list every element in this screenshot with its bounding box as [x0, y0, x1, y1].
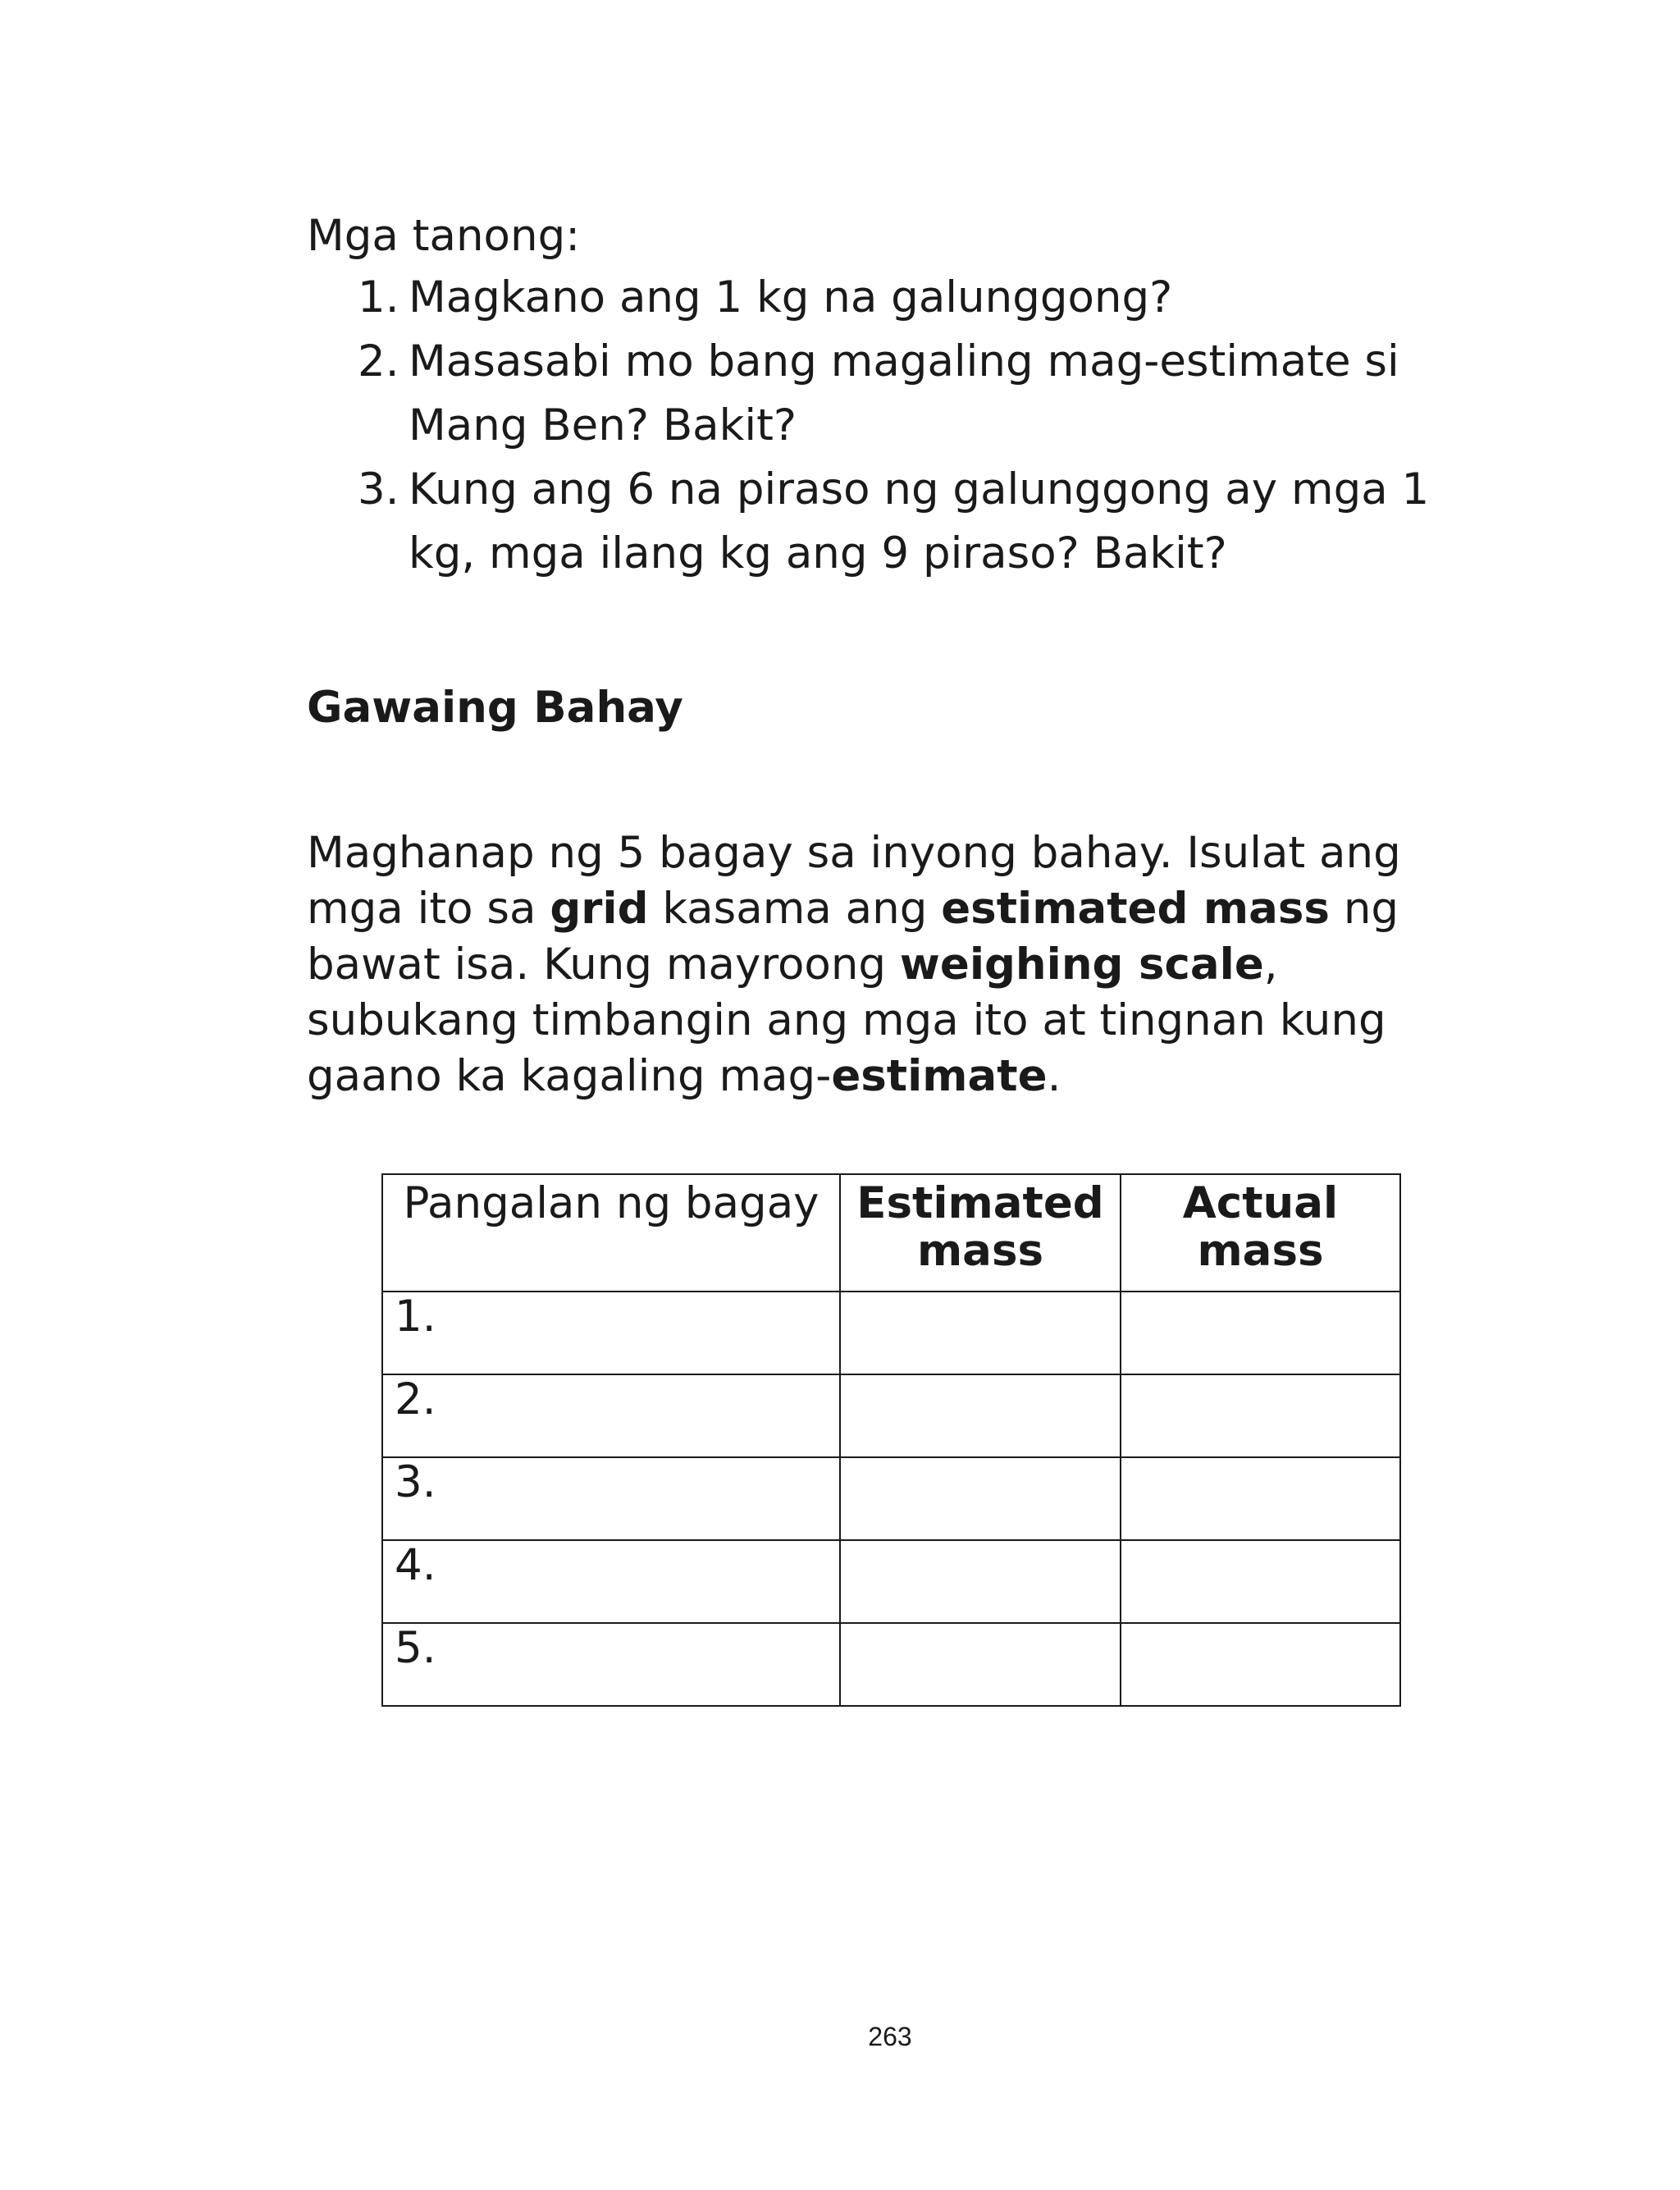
question-item: [307, 266, 1455, 330]
question-list: [307, 266, 1455, 586]
table-row: [382, 1457, 1400, 1540]
keyword-weighing-scale: weighing scale: [899, 940, 1264, 990]
question-number: 1.: [358, 272, 399, 322]
table-row: [382, 1374, 1400, 1457]
actual-mass-cell[interactable]: [1121, 1540, 1400, 1623]
header-item-name: Pangalan ng bagay: [382, 1174, 840, 1292]
instructions-text: kasama ang: [648, 884, 942, 934]
question-text: Kung ang 6 na piraso ng galunggong ay mga 1 kg, mga ilang kg ang 9 piraso? Bakit?: [409, 464, 1430, 578]
actual-mass-cell[interactable]: [1121, 1623, 1400, 1706]
estimated-mass-cell[interactable]: [840, 1292, 1121, 1374]
questions-label: Mga tanong:: [307, 211, 581, 261]
instructions-text: ng bawat isa. Kung mayroong: [307, 884, 1399, 990]
item-name-cell[interactable]: 3.: [382, 1457, 840, 1540]
question-item: [307, 330, 1455, 458]
instructions-text: .: [1047, 1051, 1061, 1101]
actual-mass-cell[interactable]: [1121, 1374, 1400, 1457]
estimated-mass-cell[interactable]: [840, 1457, 1121, 1540]
section-title: Gawaing Bahay: [307, 683, 683, 733]
header-estimated-mass: Estimated mass: [840, 1174, 1121, 1292]
estimated-mass-cell[interactable]: [840, 1623, 1121, 1706]
table-row: [382, 1623, 1400, 1706]
item-name-cell[interactable]: 1.: [382, 1292, 840, 1374]
question-item: [307, 458, 1455, 586]
question-text: Masasabi mo bang magaling mag-estimate si Mang Ben? Bakit?: [409, 336, 1399, 450]
keyword-estimate: estimate: [831, 1051, 1048, 1101]
actual-mass-cell[interactable]: [1121, 1292, 1400, 1374]
instructions-text: , subukang timbangin ang mga ito at tingnan kung gaano ka kagaling mag-: [307, 940, 1386, 1101]
page-number: 263: [868, 2022, 912, 2051]
table-header-row: [382, 1174, 1400, 1292]
actual-mass-cell[interactable]: [1121, 1457, 1400, 1540]
table-row: [382, 1540, 1400, 1623]
header-actual-mass: Actual mass: [1121, 1174, 1400, 1292]
question-text: Magkano ang 1 kg na galunggong?: [409, 272, 1173, 322]
table-row: [382, 1292, 1400, 1374]
keyword-grid: grid: [550, 884, 649, 934]
estimated-mass-cell[interactable]: [840, 1540, 1121, 1623]
item-name-cell[interactable]: 2.: [382, 1374, 840, 1457]
question-number: 3.: [358, 464, 399, 514]
question-number: 2.: [358, 336, 399, 386]
mass-grid-table: [381, 1173, 1401, 1707]
keyword-estimated-mass: estimated mass: [941, 884, 1330, 934]
item-name-cell[interactable]: 4.: [382, 1540, 840, 1623]
instructions-text: Maghanap ng 5 bagay sa inyong bahay. Isulat ang mga ito sa: [307, 828, 1401, 934]
instructions-paragraph: [307, 825, 1472, 1104]
estimated-mass-cell[interactable]: [840, 1374, 1121, 1457]
item-name-cell[interactable]: 5.: [382, 1623, 840, 1706]
